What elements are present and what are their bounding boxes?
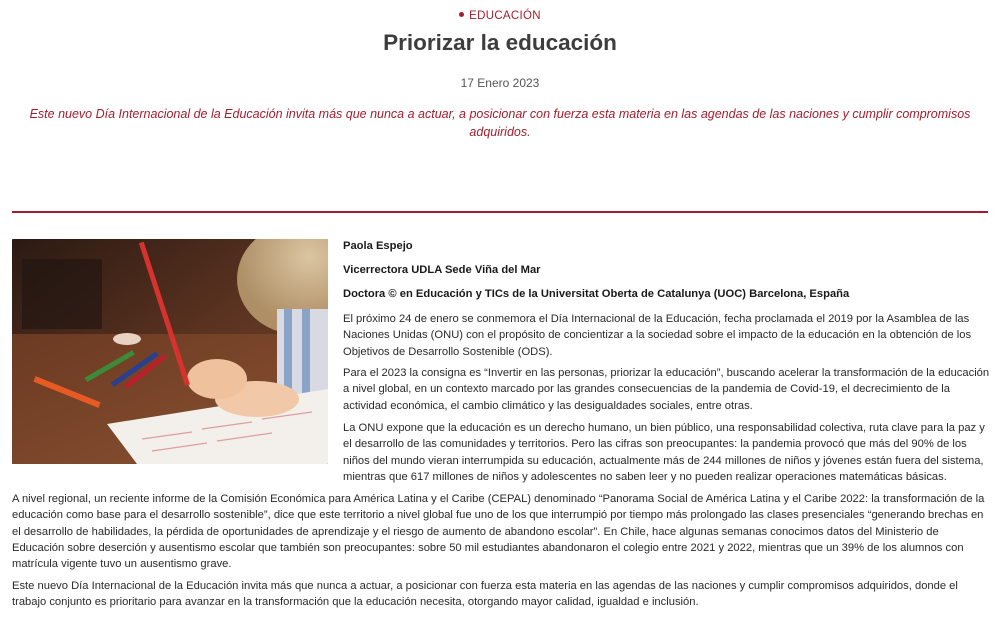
author-role: Vicerrectora UDLA Sede Viña del Mar — [343, 264, 541, 276]
article-lead: Este nuevo Día Internacional de la Educación invita más que nunca a actuar, a posicionar con fuerza esta materia en las agendas de las naciones y cumplir compromisos adquiridos. — [29, 107, 971, 139]
body-paragraph: A nivel regional, un reciente informe de la Comisión Económica para América Latina y el Caribe (CEPAL) denominado “Panorama Social de América Latina y el Caribe 2022: la transformación de la educación como base para el desarrollo sostenible”, dice que este territorio a nivel global fue uno de los que interrumpió por tiempo más prolongado las clases presenciales “generando brechas en el desarrollo de habilidades, la pérdida de oportunidades de aprendizaje y el riesgo de aumento de abandono escolar”. En Chile, hace algunas semanas conocimos datos del Ministerio de Educación sobre deserción y ausentismo escolar que también son preocupantes: sobre 50 mil estudiantes abandonaron el colegio entre 2021 y 2022, mientras que un 39% de los alumnos con matrícula vigente tuvo un ausentismo grave. — [12, 493, 985, 571]
body-paragraph: El próximo 24 de enero se conmemora el Día Internacional de la Educación, fecha proclamada el 2019 por la Asamblea de las Naciones Unidas (ONU) con el propósito de concientizar a la sociedad sobre el impacto de la educación en la obtención de los Objetivos de Desarrollo Sostenible (ODS). — [343, 313, 972, 358]
body-paragraph: Este nuevo Día Internacional de la Educación invita más que nunca a actuar, a posicionar con fuerza esta materia en las agendas de las naciones y cumplir compromisos adquiridos, donde el trabajo conjunto es prioritario para avanzar en la transformación que la educación necesita, otorgando mayor calidad, igualdad e inclusión. — [12, 580, 958, 609]
author-degree: Doctora © en Educación y TICs de la Universitat Oberta de Catalunya (UOC) Barcelona, España — [343, 288, 850, 300]
article-title: Priorizar la educación — [383, 30, 617, 55]
header-divider — [12, 211, 988, 213]
article-photo — [12, 239, 328, 464]
author-name: Paola Espejo — [343, 240, 413, 252]
category-text: EDUCACIÓN — [469, 10, 541, 22]
category-label[interactable] — [0, 10, 1000, 22]
body-paragraph: Para el 2023 la consigna es “Invertir en las personas, priorizar la educación”, buscando acelerar la transformación de la educación a nivel global, en un contexto marcado por las grandes consecuencias de la pandemia de Covid-19, el decrecimiento de la actividad económica, el cambio climático y las desigualdades sociales, entre otras. — [343, 367, 990, 412]
category-dot-icon — [459, 12, 464, 17]
body-paragraph: La ONU expone que la educación es un derecho humano, un bien público, una responsabilidad colectiva, ruta clave para la paz y el desarrollo de las comunidades y territorios. Pero las cifras son preocupantes: la pandemia provocó que más del 90% de los niños del mundo vieran interrumpida su educación, actualmente más de 244 millones de niños y jóvenes están fuera del sistema, mientras que 617 millones de niños y adolescentes no saben leer y no pueden realizar operaciones matemáticas básicas. — [343, 422, 985, 483]
article-date: 17 Enero 2023 — [460, 76, 540, 90]
